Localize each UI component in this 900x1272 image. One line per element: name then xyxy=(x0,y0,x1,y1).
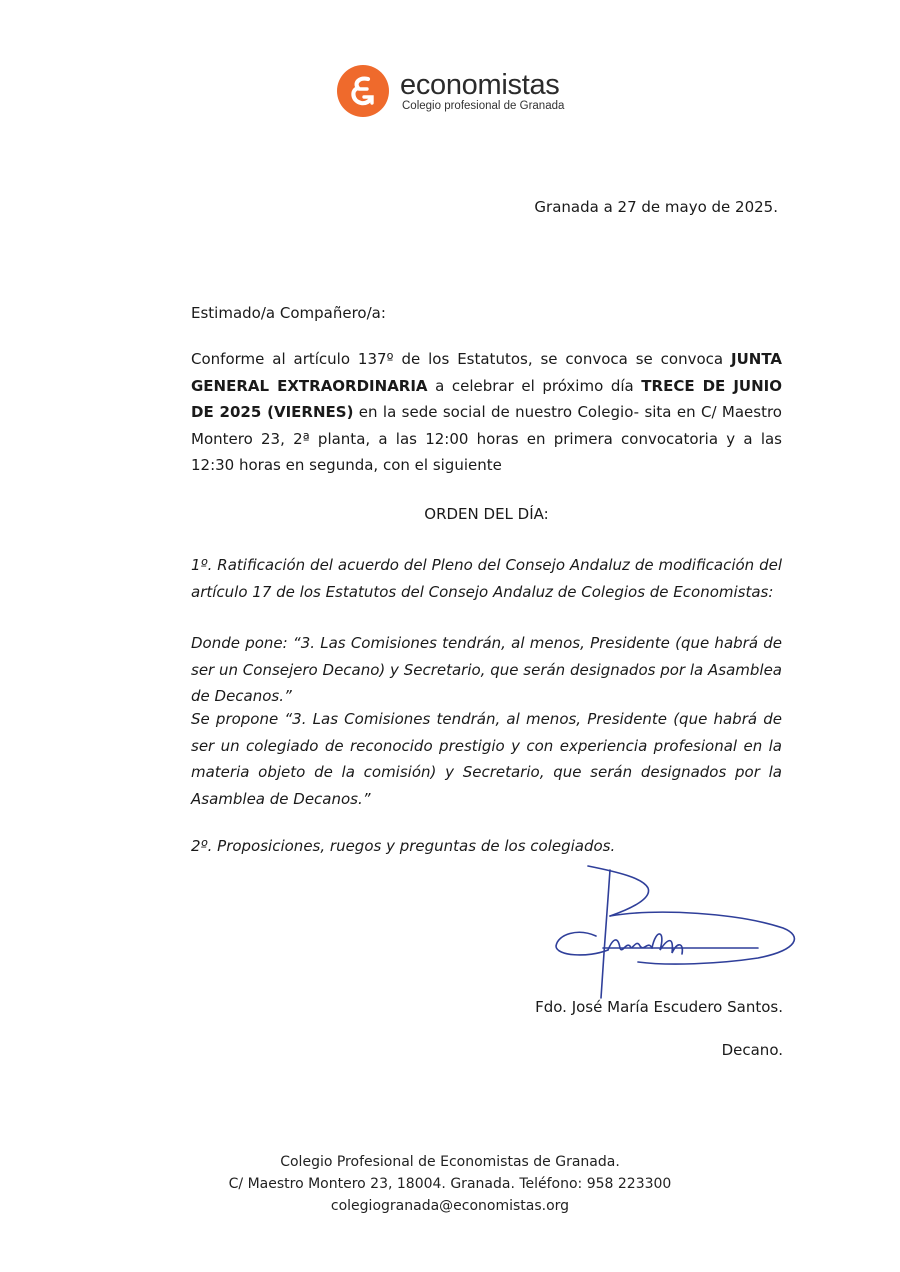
intro-text-2: a celebrar el próximo día xyxy=(427,376,642,395)
intro-bold-1: JUNTA GENERAL EXTRAORDINARIA xyxy=(191,350,782,395)
header-logo xyxy=(337,64,564,118)
agenda-item-1: 1º. Ratificación del acuerdo del Pleno del Consejo Andaluz de modificación del artículo 17 de los Estatutos del Consejo Andaluz de Colegios de Economistas: xyxy=(191,556,782,601)
intro-paragraph xyxy=(191,346,782,479)
se-propone-paragraph: Se propone “3. Las Comisiones tendrán, al menos, Presidente (que habrá de ser un colegiado de reconocido prestigio y con experiencia profesional en la materia objeto de la comisión) y Secretario, que serán designados por la Asamblea de Decanos.” xyxy=(191,710,782,808)
footer-email: colegiogranada@economistas.org xyxy=(330,1198,570,1214)
salutation: Estimado/a Compañero/a: xyxy=(191,304,386,322)
footer xyxy=(0,1151,900,1217)
footer-org: Colegio Profesional de Economistas de Granada. xyxy=(280,1154,620,1170)
agenda-title: ORDEN DEL DÍA: xyxy=(424,505,549,523)
agenda-item-2: 2º. Proposiciones, ruegos y preguntas de los colegiados. xyxy=(191,837,616,855)
donde-pone-paragraph: Donde pone: “3. Las Comisiones tendrán, al menos, Presidente (que habrá de ser un Consejero Decano) y Secretario, que serán designados por la Asamblea de Decanos.” xyxy=(191,634,782,705)
logo-subtitle: Colegio profesional de Granada xyxy=(402,99,565,112)
intro-text-3: en la sede social de nuestro Colegio- sita en C/ Maestro Montero 23, 2ª planta, a las 12:00 horas en primera convocatoria y a las 12:30 horas en segunda, con el siguiente xyxy=(191,403,782,474)
handwritten-signature xyxy=(548,858,803,1008)
letter-date: Granada a 27 de mayo de 2025. xyxy=(534,198,778,216)
signed-by: Fdo. José María Escudero Santos. xyxy=(535,998,783,1016)
logo-name: economistas xyxy=(400,68,560,101)
logo-text xyxy=(400,70,564,113)
intro-bold-2: TRECE DE JUNIO DE 2025 (VIERNES) xyxy=(191,376,782,421)
footer-address: C/ Maestro Montero 23, 18004. Granada. Teléfono: 958 223300 xyxy=(228,1176,672,1192)
intro-text-1: Conforme al artículo 137º de los Estatutos, se convoca se convoca xyxy=(191,350,731,368)
economistas-logo-icon xyxy=(337,65,389,117)
signer-role: Decano. xyxy=(721,1041,783,1059)
